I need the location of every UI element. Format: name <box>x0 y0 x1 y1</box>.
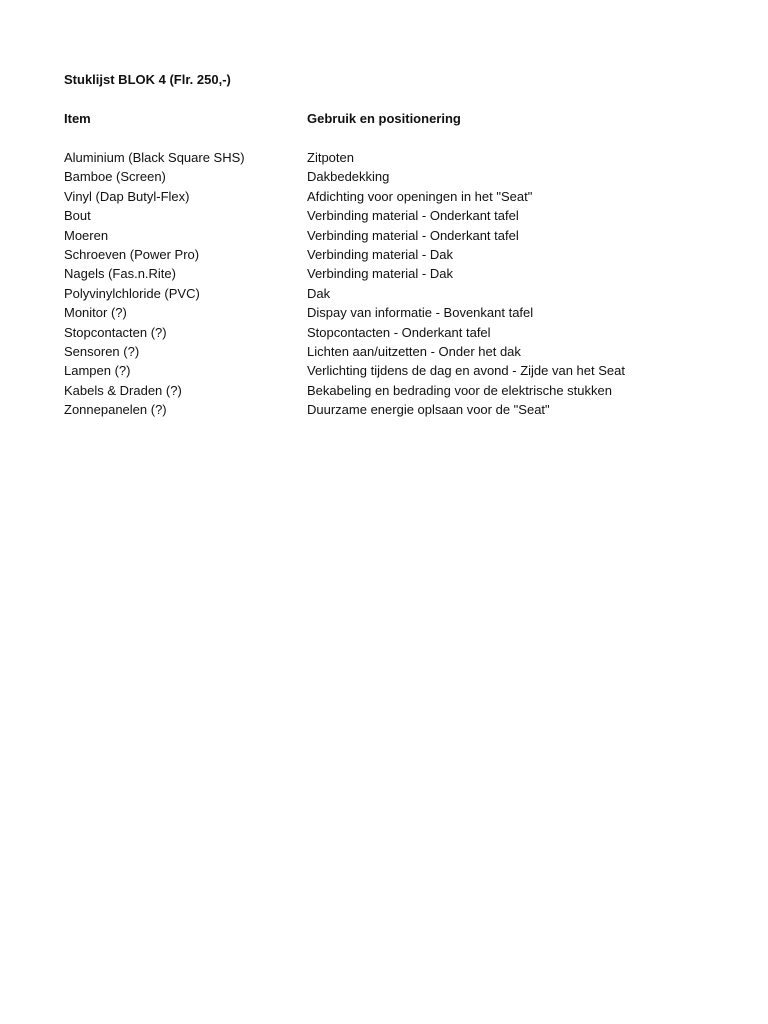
usage-cell: Lichten aan/uitzetten - Onder het dak <box>307 343 521 359</box>
table-row <box>64 264 704 283</box>
item-cell: Zonnepanelen (?) <box>64 402 167 418</box>
usage-cell: Dakbedekking <box>307 169 390 185</box>
item-cell: Vinyl (Dap Butyl-Flex) <box>64 188 190 204</box>
table-row <box>64 303 704 322</box>
table-row <box>64 148 704 167</box>
item-cell: Stopcontacten (?) <box>64 324 167 340</box>
item-cell: Kabels & Draden (?) <box>64 382 182 398</box>
header-item: Item <box>64 111 91 126</box>
header-usage: Gebruik en positionering <box>307 111 461 126</box>
table-row <box>64 342 704 361</box>
document-title: Stuklijst BLOK 4 (Flr. 250,-) <box>64 72 231 87</box>
item-cell: Lampen (?) <box>64 363 131 379</box>
item-cell: Bamboe (Screen) <box>64 169 166 185</box>
table-header <box>64 109 704 128</box>
table-row <box>64 284 704 303</box>
usage-cell: Bekabeling en bedrading voor de elektrische stukken <box>307 382 612 398</box>
table-row <box>64 226 704 245</box>
table-row <box>64 361 704 380</box>
table-row <box>64 323 704 342</box>
item-cell: Moeren <box>64 227 109 243</box>
usage-cell: Stopcontacten - Onderkant tafel <box>307 324 491 340</box>
usage-cell: Verbinding material - Dak <box>307 246 453 262</box>
table-row <box>64 245 704 264</box>
table-body <box>64 148 704 419</box>
item-cell: Monitor (?) <box>64 305 127 321</box>
item-cell: Polyvinylchloride (PVC) <box>64 285 200 301</box>
item-cell: Sensoren (?) <box>64 343 140 359</box>
table-row <box>64 187 704 206</box>
usage-cell: Dispay van informatie - Bovenkant tafel <box>307 305 534 321</box>
usage-cell: Verbinding material - Onderkant tafel <box>307 227 519 243</box>
usage-cell: Verlichting tijdens de dag en avond - Zijde van het Seat <box>307 363 625 379</box>
usage-cell: Zitpoten <box>307 150 354 165</box>
item-cell: Nagels (Fas.n.Rite) <box>64 266 176 282</box>
item-cell: Bout <box>64 208 91 224</box>
usage-cell: Afdichting voor openingen in het "Seat" <box>307 188 533 204</box>
usage-cell: Verbinding material - Dak <box>307 266 453 282</box>
table-row <box>64 400 704 419</box>
table-row <box>64 381 704 400</box>
document-page <box>64 70 704 419</box>
item-cell: Aluminium (Black Square SHS) <box>64 150 245 165</box>
usage-cell: Duurzame energie oplsaan voor de "Seat" <box>307 402 550 418</box>
item-cell: Schroeven (Power Pro) <box>64 246 200 262</box>
table-row <box>64 206 704 225</box>
table-row <box>64 167 704 186</box>
usage-cell: Verbinding material - Onderkant tafel <box>307 208 519 224</box>
usage-cell: Dak <box>307 285 331 301</box>
